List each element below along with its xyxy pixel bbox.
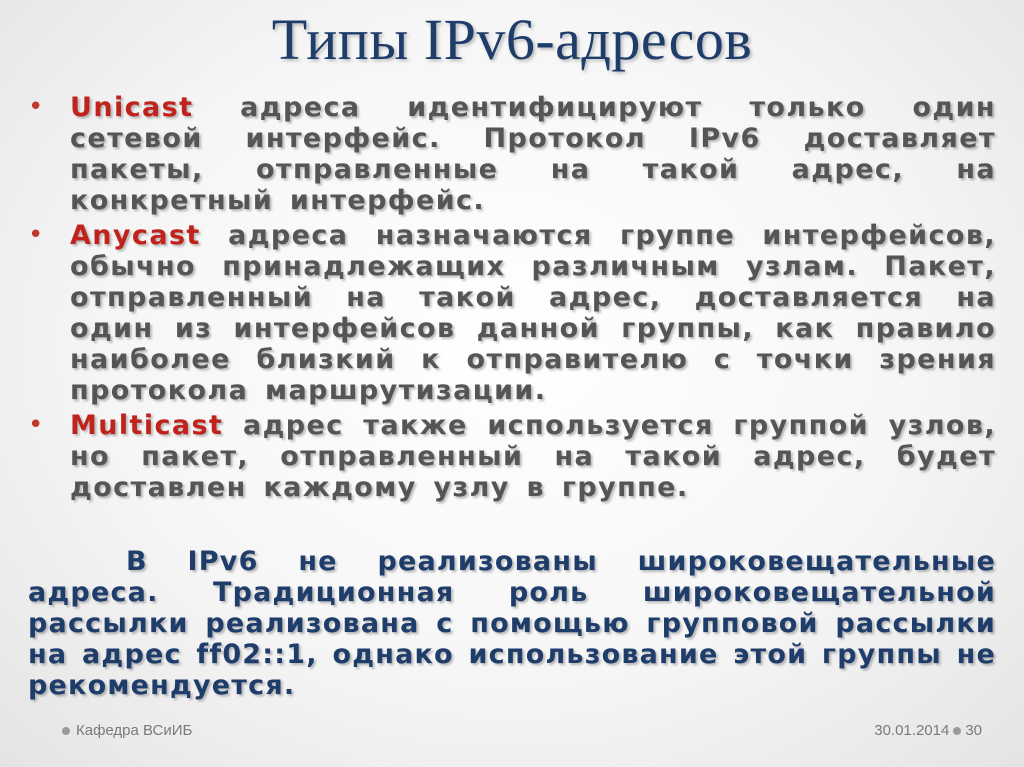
- bullet-keyword: Multicast: [70, 410, 224, 441]
- bullet-text: [70, 92, 996, 216]
- bullet-item-unicast: [28, 92, 996, 216]
- footer-right: [874, 722, 982, 739]
- bullet-icon: •: [28, 92, 44, 122]
- bullet-body: адреса назначаются группе интерфейсов, обычно принадлежащих различным узлам. Пакет, отправленный на такой адрес, доставляется на один из интерфейсов данной группы, как правило наиболее близкий к отправителю с точки зрения протокола маршрутизации.: [70, 220, 996, 406]
- bullet-body: адрес также используется группой узлов, но пакет, отправленный на такой адрес, будет доставлен каждому узлу в группе.: [70, 410, 996, 503]
- footer-dot-icon: [953, 727, 961, 735]
- footer-left: [62, 722, 192, 739]
- bullet-text: [70, 410, 996, 503]
- footer-department: Кафедра ВСиИБ: [76, 722, 193, 739]
- slide-title: Типы IPv6-адресов: [271, 7, 753, 72]
- bullet-item-multicast: [28, 410, 996, 503]
- bullet-item-anycast: [28, 220, 996, 406]
- slide-footer: [0, 722, 1024, 746]
- bullet-body: адреса идентифицируют только один сетевой интерфейс. Протокол IPv6 доставляет пакеты, отправленные на такой адрес, на конкретный интерфейс.: [70, 92, 996, 216]
- footer-dot-icon: [62, 727, 70, 735]
- bullet-icon: •: [28, 220, 44, 250]
- footer-date: 30.01.2014: [874, 722, 950, 739]
- page-number: 30: [965, 722, 982, 739]
- broadcast-note: В IPv6 не реализованы широковещательные адреса. Традиционная роль широковещательной рассылки реализована с помощью групповой рассылки на адрес ff02::1, однако использование этой группы не рекомендуется.: [28, 546, 996, 701]
- bullet-text: [70, 220, 996, 406]
- bullet-keyword: Anycast: [70, 220, 201, 251]
- bullet-icon: •: [28, 410, 44, 440]
- bullet-list: [28, 92, 996, 507]
- bullet-keyword: Unicast: [70, 92, 194, 123]
